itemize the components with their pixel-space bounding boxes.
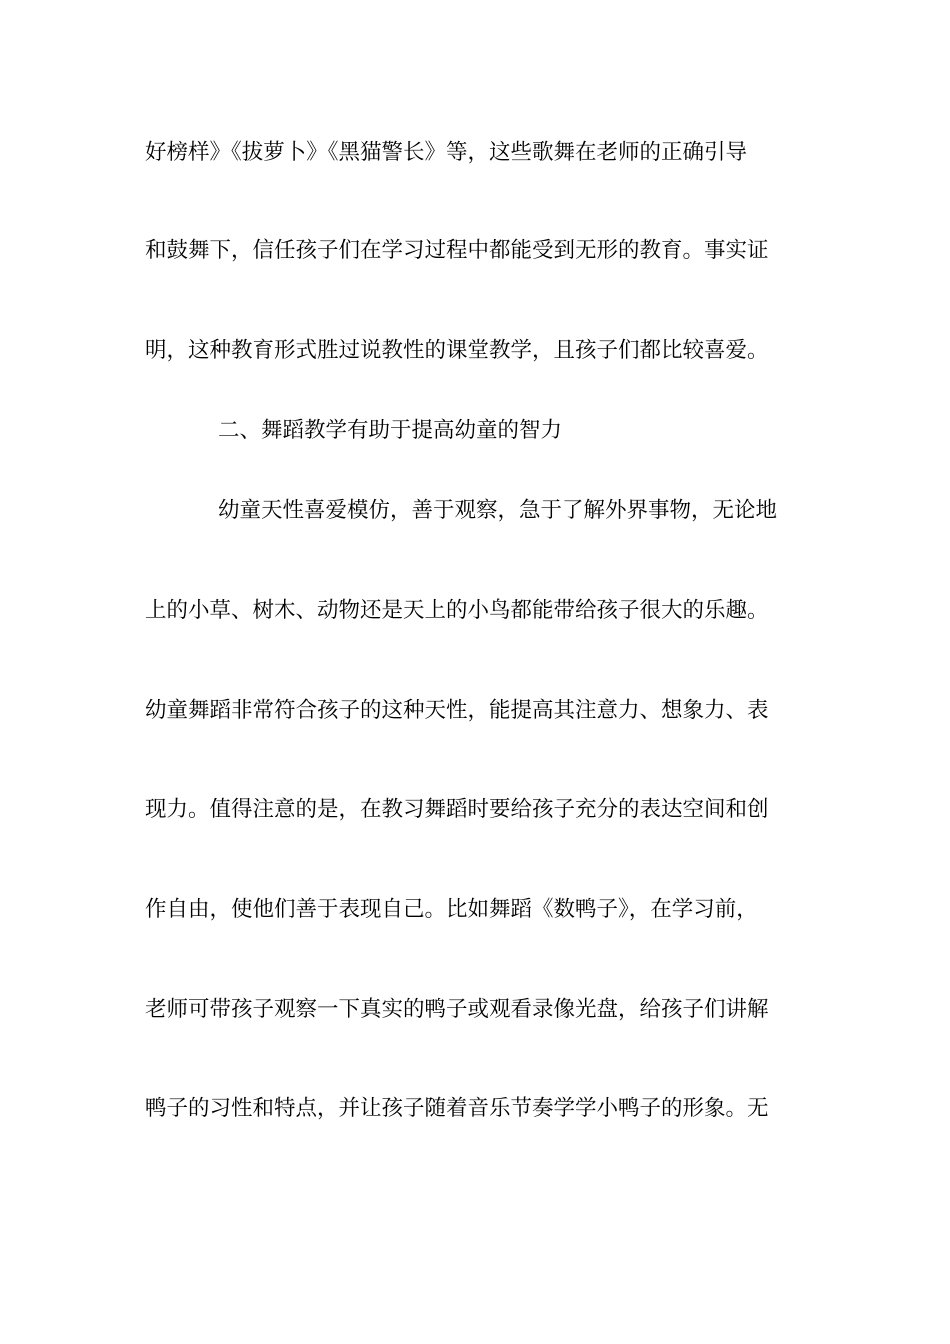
paragraph-line: 好榜样》《拔萝卜》《黑猫警长》等，这些歌舞在老师的正确引导 bbox=[145, 140, 748, 165]
paragraph-line: 和鼓舞下，信任孩子们在学习过程中都能受到无形的教育。事实证 bbox=[145, 238, 769, 263]
paragraph-line: 老师可带孩子观察一下真实的鸭子或观看录像光盘，给孩子们讲解 bbox=[145, 997, 769, 1022]
paragraph-line: 现力。值得注意的是，在教习舞蹈时要给孩子充分的表达空间和创 bbox=[145, 797, 769, 822]
paragraph-line: 幼童天性喜爱模仿，善于观察，急于了解外界事物，无论地 bbox=[218, 498, 778, 523]
paragraph-line: 上的小草、树木、动物还是天上的小鸟都能带给孩子很大的乐趣。 bbox=[145, 598, 769, 623]
paragraph-line: 鸭子的习性和特点，并让孩子随着音乐节奏学学小鸭子的形象。无 bbox=[145, 1096, 769, 1121]
paragraph-line: 幼童舞蹈非常符合孩子的这种天性，能提高其注意力、想象力、表 bbox=[145, 698, 769, 723]
paragraph-line: 作自由，使他们善于表现自己。比如舞蹈《数鸭子》，在学习前， bbox=[145, 897, 758, 922]
paragraph-line: 明，这种教育形式胜过说教性的课堂教学，且孩子们都比较喜爱。 bbox=[145, 338, 769, 363]
section-heading: 二、舞蹈教学有助于提高幼童的智力 bbox=[218, 418, 563, 443]
